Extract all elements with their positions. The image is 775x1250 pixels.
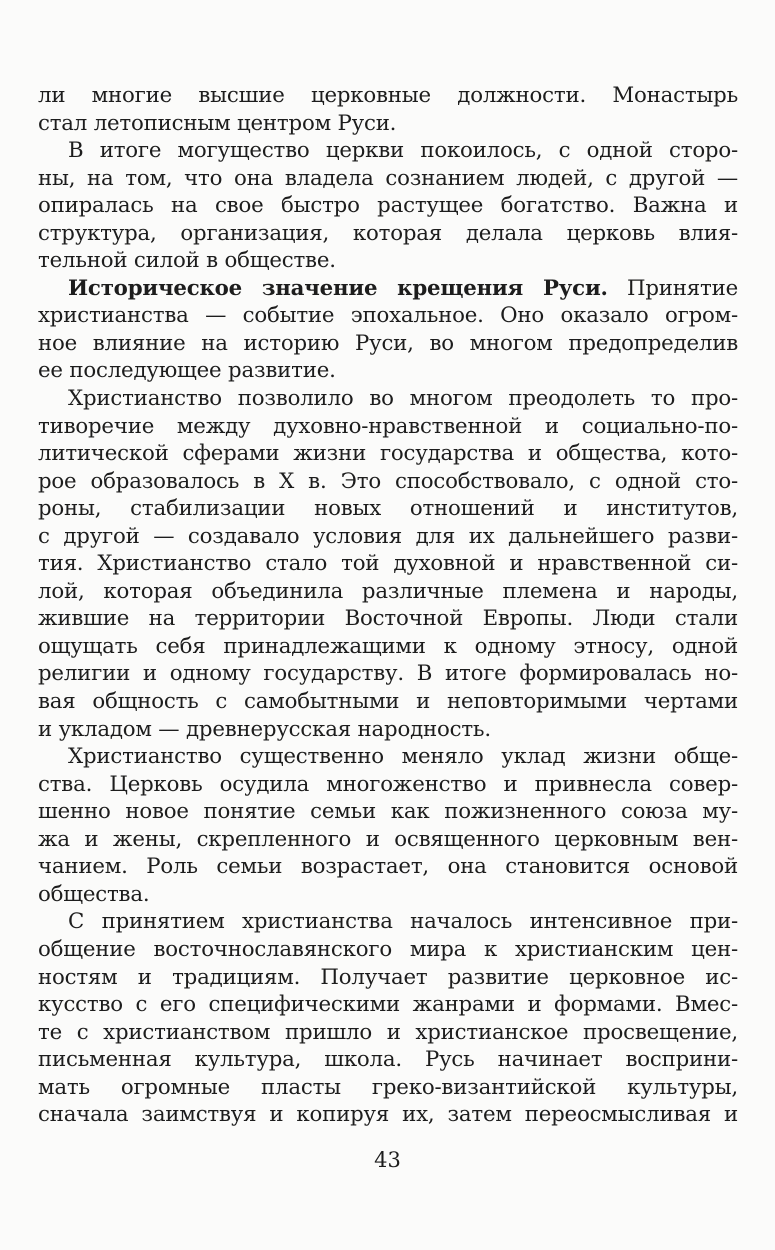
- line-text: общества.: [38, 881, 150, 907]
- text-line: [38, 853, 738, 881]
- text-line: [38, 192, 738, 220]
- text-line: [38, 798, 738, 826]
- line-text: вая общность с самобытными и неповторимыми чертами: [38, 689, 738, 715]
- page-number: 43: [374, 1148, 401, 1172]
- line-text: Христианство позволило во многом преодолеть то про-: [68, 386, 738, 412]
- line-text: тельной силой в обществе.: [38, 248, 336, 274]
- line-text: структура, организация, которая делала церковь влия-: [38, 220, 738, 246]
- text-line: [38, 1074, 738, 1102]
- line-text: ностям и традициям. Получает развитие церковное ис-: [38, 964, 738, 990]
- text-line: [38, 991, 738, 1019]
- line-text: ное влияние на историю Руси, во многом предопределив: [38, 330, 738, 356]
- text-line: [38, 385, 738, 413]
- text-line: [38, 688, 738, 716]
- line-text: С принятием христианства началось интенсивное при-: [68, 909, 738, 935]
- line-text: тиворечие между духовно-нравственной и социально-по-: [38, 413, 738, 439]
- line-text: сначала заимствуя и копируя их, затем переосмысливая и: [38, 1102, 738, 1128]
- text-line: [38, 468, 738, 496]
- text-line: [38, 165, 738, 193]
- text-line: [38, 247, 738, 275]
- line-text: ощущать себя принадлежащими к одному этносу, одной: [38, 633, 738, 659]
- line-text: Принятие: [607, 275, 738, 301]
- text-line: [38, 550, 738, 578]
- text-line: [38, 578, 738, 606]
- line-text: письменная культура, школа. Русь начинает восприни-: [38, 1047, 738, 1073]
- text-line: [38, 1019, 738, 1047]
- text-line: [38, 110, 738, 138]
- text-line: [38, 220, 738, 248]
- text-line: [38, 523, 738, 551]
- section-heading: Историческое значение крещения Руси.: [68, 275, 608, 301]
- text-line: [38, 826, 738, 854]
- line-text: жившие на территории Восточной Европы. Люди стали: [38, 606, 738, 632]
- text-line: [38, 881, 738, 909]
- line-text: мать огромные пласты греко-византийской культуры,: [38, 1074, 738, 1100]
- text-line: [38, 743, 738, 771]
- text-line: [38, 82, 738, 110]
- text-line: [38, 964, 738, 992]
- text-line: [38, 1046, 738, 1074]
- line-text: и укладом — древнерусская народность.: [38, 716, 491, 742]
- line-text: лой, которая объединила различные племена и народы,: [38, 578, 738, 604]
- text-line: [38, 936, 738, 964]
- line-text: кусство с его специфическими жанрами и формами. Вмес-: [38, 992, 738, 1018]
- line-text: тия. Христианство стало той духовной и нравственной си-: [38, 551, 738, 577]
- text-line: [38, 275, 738, 303]
- line-text: стал летописным центром Руси.: [38, 110, 397, 136]
- line-text: общение восточнославянского мира к христианским цен-: [38, 936, 738, 962]
- line-text: роны, стабилизации новых отношений и институтов,: [38, 496, 738, 522]
- line-text: с другой — создавало условия для их дальнейшего разви-: [38, 523, 738, 549]
- text-line: [38, 413, 738, 441]
- text-line: [38, 357, 738, 385]
- line-text: чанием. Роль семьи возрастает, она становится основой: [38, 854, 738, 880]
- line-text: христианства — событие эпохальное. Оно оказало огром-: [38, 303, 738, 329]
- line-text: ее последующее развитие.: [38, 358, 336, 384]
- line-text: ли многие высшие церковные должности. Монастырь: [38, 83, 738, 108]
- line-text: жа и жены, скрепленного и освященного церковным вен-: [38, 826, 738, 852]
- line-text: ны, на том, что она владела сознанием людей, с другой —: [38, 165, 738, 191]
- text-line: [38, 137, 738, 165]
- line-text: рое образовалось в X в. Это способствовало, с одной сто-: [38, 468, 738, 494]
- text-line: [38, 660, 738, 688]
- text-line: [38, 330, 738, 358]
- text-line: [38, 440, 738, 468]
- line-text: ства. Церковь осудила многоженство и привнесла совер-: [38, 771, 738, 797]
- text-line: [38, 633, 738, 661]
- text-line: [38, 716, 738, 744]
- line-text: опиралась на свое быстро растущее богатство. Важна и: [38, 193, 738, 219]
- line-text: шенно новое понятие семьи как пожизненного союза му-: [38, 799, 738, 825]
- text-line: [38, 605, 738, 633]
- line-text: Христианство существенно меняло уклад жизни обще-: [68, 744, 738, 770]
- body-text: [38, 82, 738, 1129]
- line-text: религии и одному государству. В итоге формировалась но-: [38, 661, 738, 687]
- text-line: [38, 908, 738, 936]
- text-line: [38, 302, 738, 330]
- line-text: литической сферами жизни государства и общества, кото-: [38, 441, 738, 467]
- line-text: В итоге могущество церкви покоилось, с одной сторо-: [68, 138, 738, 164]
- text-line: [38, 495, 738, 523]
- text-line: [38, 1101, 738, 1129]
- text-line: [38, 771, 738, 799]
- line-text: те с христианством пришло и христианское просвещение,: [38, 1019, 738, 1045]
